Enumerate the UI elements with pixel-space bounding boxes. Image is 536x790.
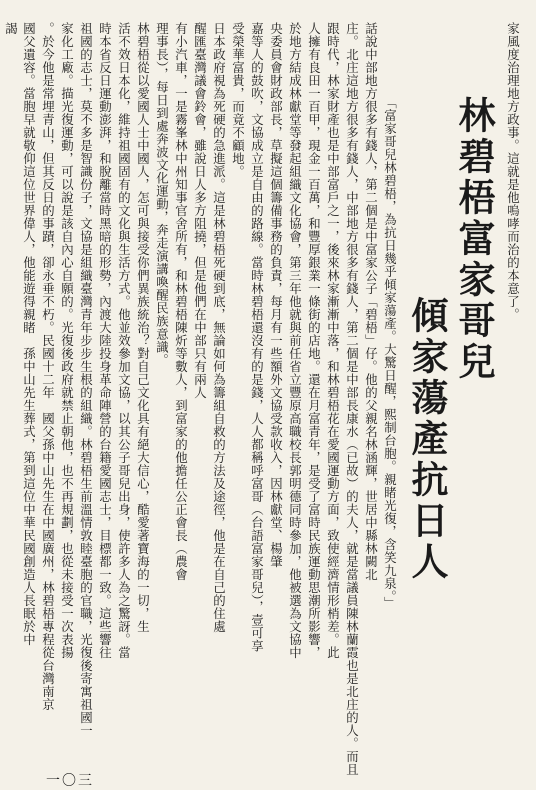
chapter-title-line-2: 傾家蕩產抗日人 bbox=[405, 296, 449, 583]
text-column: 。於今他是常埋青山，但其反日的事蹟，卻永垂不朽。民國十二年 國父孫中山先生在中國廣州，林碧梧專程從台灣南京 bbox=[40, 22, 56, 711]
text-column: 時本省反日運動澎湃，和脫離當時黑暗的形勢，內渡大陸投身革命陣營的台籍愛國志士，目標都一致。這些響往 bbox=[97, 22, 113, 659]
text-column: 話說中部地方很多有錢人，第二個是中富家公子「碧梧」仔。他的父親名林涵輝，世居中縣林闕北 bbox=[363, 22, 379, 581]
text-column: 受榮華富貴，而竟不顧地。 bbox=[230, 22, 246, 178]
page-number: 一〇三 bbox=[46, 773, 94, 789]
text-column: 醒匯臺灣議會鈴會，雖說日人多方阻撓，但是他們在中部只有兩人 bbox=[192, 22, 208, 399]
text-column: 家化工廠。描光復運動，可以說是該自內心自願的。光復後政府就禁止朝他，也不再規劃，也從未接受一次表揚 bbox=[59, 22, 75, 659]
text-column: 日本政府視為死硬的急進派。這是林碧梧死硬到底，無論如何為籌組自救的方法及途徑，他是在自己的住處 bbox=[211, 22, 227, 633]
text-column: 國父遺容。當胞早就敬仰這位世界偉人，他能遊得親睹 孫中山先生葬式，第到這位中華民國創造人長眠於中 bbox=[21, 22, 37, 646]
text-column: 於地方結成林獻堂等發起組織文化協會，第三年他就與前任省立豐原高職校長郭明德同時參加，他被選為文協中 bbox=[287, 22, 303, 659]
text-column: 祖國的志士，莫不多是智識份子，文協是組織臺灣青年步步生根的組織。林碧梧生前溫情敦睦臺胞的官職，光復後寄寓祖國一 bbox=[78, 22, 94, 737]
text-column: 理事長），每日到處奔波文化運動，奔走演講喚醒民族意識。 bbox=[154, 22, 170, 367]
text-column: 活不效日本化，維持祖國固有的文化與生活方式。他並效參加文協，以其公子哥兒出身，使許多人為之驚訝。當 bbox=[116, 22, 132, 659]
text-column: 有小汽車，一是霧峯林中州知事官舍所有，和林碧梧陳炘等數人，到富家的他擔任公正會長（農會 bbox=[173, 22, 189, 581]
text-column: 跟時代，林家財產也是中部富戶之一，後來林家漸漸中落，和林碧梧花在愛國運動方面，致使經濟情形梢差。此 bbox=[325, 22, 341, 659]
text-column: 謁 bbox=[3, 22, 19, 35]
text-column: 林碧梧從以愛國人士中國人，怎可與接受你們異族統治？對自己文化具有絕大信心，酷愛著寶海的一切，生 bbox=[135, 22, 151, 633]
chapter-title-line-1: 林碧梧富家哥兒 bbox=[452, 96, 496, 383]
text-column: 人擁有良田一百甲，現金一百萬，和豐厚銀業一條街的店地。還在月富青年，是受了富時民族運動思潮所影響， bbox=[306, 22, 322, 659]
epigraph-column: 「富家哥兒林碧梧，為抗日幾乎傾家蕩產。大驚日醒，熙制台胞。親睹光復，含笑九泉。」 bbox=[382, 96, 398, 610]
text-column: 庄。北庄這地方很多有錢人，中部地方很多有錢人，第二個是中部長康水（已故）的夫人，就是當議員陳林蘭霞也是北庄的人。而且 bbox=[344, 22, 360, 776]
text-column: 家風度治理地方政事。這就是他嗚哮而治的本意了。 bbox=[505, 22, 521, 321]
text-column: 央委員會財政部長，草擬這個籌備事務的負責，每月有一些額外文協受款收入，因林獻堂、楊肇 bbox=[268, 22, 284, 568]
text-column: 嘉等人的鼓吹，文協成立是自由的路線。當時林碧梧還沒有的是錢，人人都稱呼富哥（台語富家哥兒），壹可享 bbox=[249, 22, 265, 653]
